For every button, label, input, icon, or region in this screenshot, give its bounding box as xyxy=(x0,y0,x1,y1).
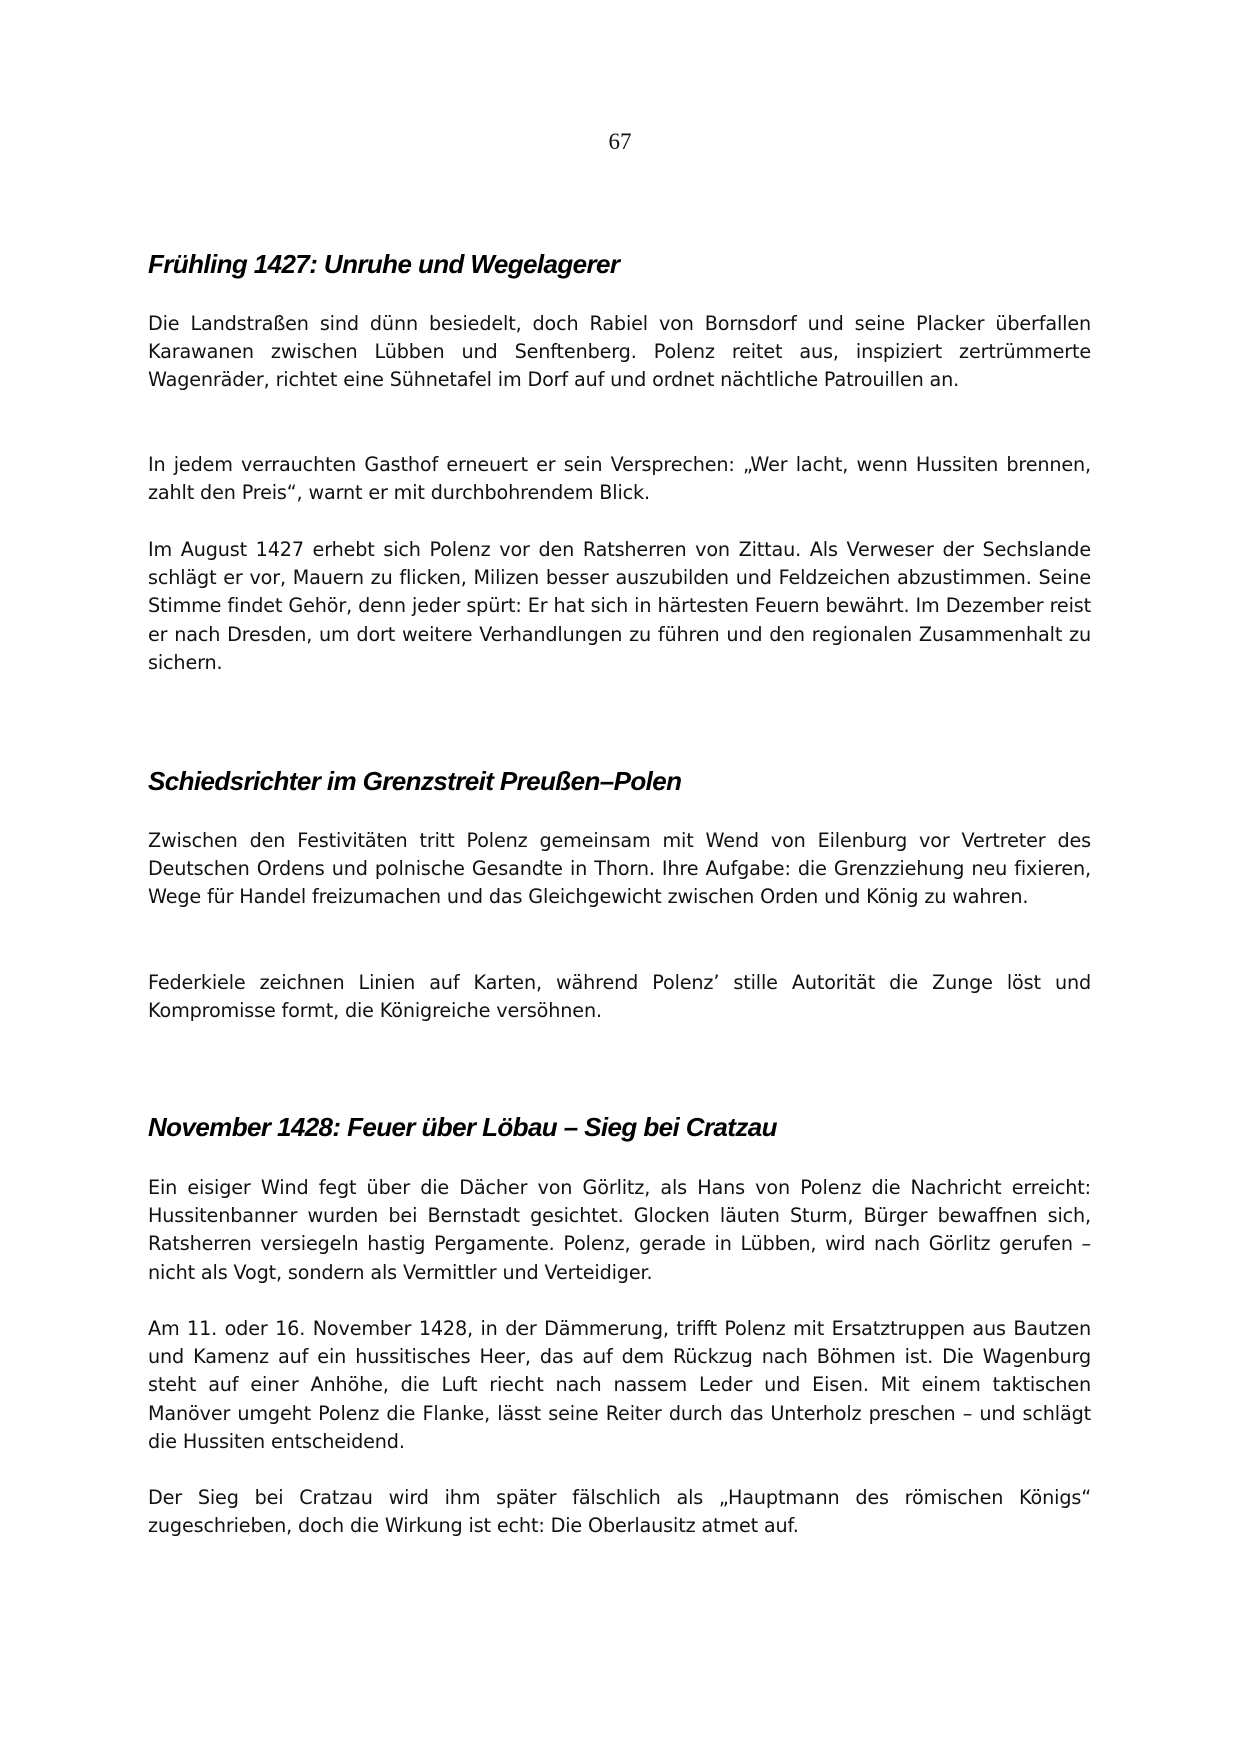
paragraph: Federkiele zeichnen Linien auf Karten, während Polenz’ stille Autorität die Zunge löst und Kompromisse formt, die Königreiche versöhnen. xyxy=(148,971,1091,1023)
paragraph: Am 11. oder 16. November 1428, in der Dämmerung, trifft Polenz mit Ersatztruppen aus Bautzen und Kamenz auf ein hussitisches Heer, das auf dem Rückzug nach Böhmen ist. Die Wagenburg steht auf einer Anhöhe, die Luft riecht nach nassem Leder und Eisen. Mit einem taktischen Manöver umgeht Polenz die Flanke, lässt seine Reiter durch das Unterholz preschen – und schlägt die Hussiten entscheidend. xyxy=(148,1317,1091,1453)
paragraph: Ein eisiger Wind fegt über die Dächer von Görlitz, als Hans von Polenz die Nachricht erreicht: Hussitenbanner wurden bei Bernstadt gesichtet. Glocken läuten Sturm, Bürger bewaffnen sich, Ratsherren versiegeln hastig Pergamente. Polenz, gerade in Lübben, wird nach Görlitz gerufen – nicht als Vogt, sondern als Vermittler und Verteidiger. xyxy=(148,1176,1091,1284)
paragraph: Der Sieg bei Cratzau wird ihm später fälschlich als „Hauptmann des römischen Königs“ zugeschrieben, doch die Wirkung ist echt: Die Oberlausitz atmet auf. xyxy=(148,1486,1091,1538)
paragraph: In jedem verrauchten Gasthof erneuert er sein Versprechen: „Wer lacht, wenn Hussiten brennen, zahlt den Preis“, warnt er mit durchbohrendem Blick. xyxy=(148,453,1091,505)
page-number: 67 xyxy=(608,129,632,154)
paragraph: Zwischen den Festivitäten tritt Polenz gemeinsam mit Wend von Eilenburg vor Vertreter des Deutschen Ordens und polnische Gesandte in Thorn. Ihre Aufgabe: die Grenzziehung neu fixieren, Wege für Handel freizumachen und das Gleichgewicht zwischen Orden und König zu wahren. xyxy=(148,829,1091,909)
paragraph: Im August 1427 erhebt sich Polenz vor den Ratsherren von Zittau. Als Verweser der Sechslande schlägt er vor, Mauern zu flicken, Milizen besser auszubilden und Feldzeichen abzustimmen. Seine Stimme findet Gehör, denn jeder spürt: Er hat sich in härtesten Feuern bewährt. Im Dezember reist er nach Dresden, um dort weitere Verhandlungen zu führen und den regionalen Zusammenhalt zu sichern. xyxy=(148,538,1091,674)
section-heading-november-1428: November 1428: Feuer über Löbau – Sieg bei Cratzau xyxy=(148,1112,777,1142)
section-heading-spring-1427: Frühling 1427: Unruhe und Wegelagerer xyxy=(148,249,620,279)
section-heading-arbitration: Schiedsrichter im Grenzstreit Preußen–Polen xyxy=(148,766,682,796)
paragraph: Die Landstraßen sind dünn besiedelt, doch Rabiel von Bornsdorf und seine Placker überfallen Karawanen zwischen Lübben und Senftenberg. Polenz reitet aus, inspiziert zertrümmerte Wagenräder, richtet eine Sühnetafel im Dorf auf und ordnet nächtliche Patrouillen an. xyxy=(148,312,1091,392)
